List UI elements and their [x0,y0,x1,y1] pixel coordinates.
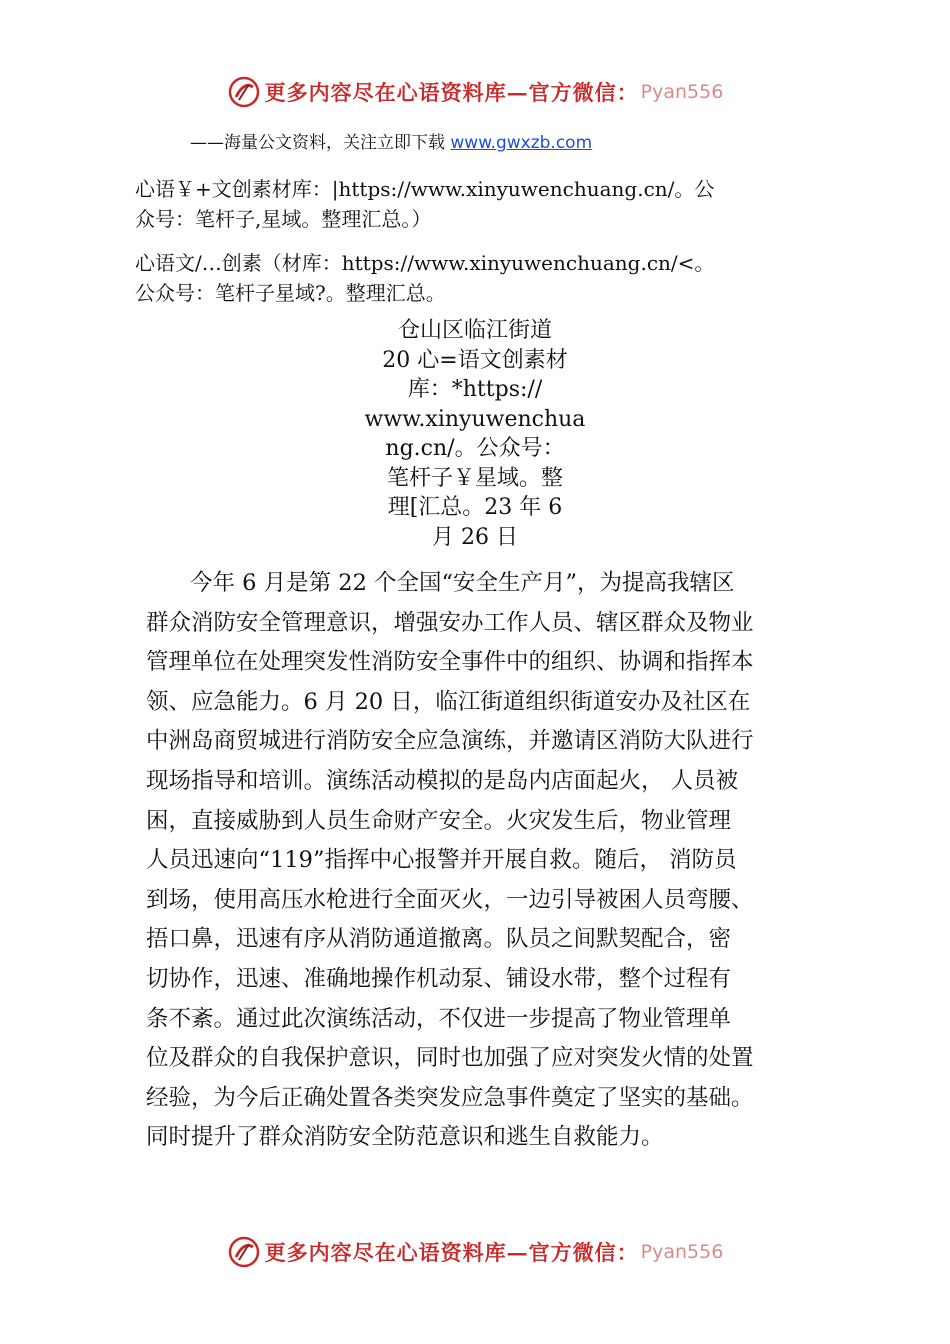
body-line: 领、应急能力。6 月 20 日，临江街道组织街道安办及社区在 [146,688,751,715]
banner-text: 更多内容尽在心语资料库—官方微信： [264,1240,639,1265]
body-line: 切协作，迅速、准确地操作机动泵、铺设水带，整个过程有 [146,965,732,992]
body-line: 同时提升了群众消防安全防范意识和逃生自救能力。 [146,1124,664,1151]
header-block-1 [135,174,835,234]
banner-wechat-id: Pyan556 [640,1241,724,1263]
header-block-2 [135,248,835,308]
body-line: 管理单位在处理突发性消防安全事件中的组织、协调和指挥本 [146,649,754,676]
banner-text: 更多内容尽在心语资料库—官方微信： [264,80,639,105]
body-line: 捂口鼻，迅速有序从消防通道撤离。队员之间默契配合，密 [146,926,732,953]
body-line: 现场指导和培训。演练活动模拟的是岛内店面起火， 人员被 [146,767,739,794]
body-line: 位及群众的自我保护意识，同时也加强了应对突发火情的处置 [146,1045,754,1072]
header-line: 众号：笔杆子,星域。整理汇总。） [135,207,432,231]
header-banner [0,72,950,112]
body-line: 群众消防安全管理意识，增强安办工作人员、辖区群众及物业 [146,609,754,636]
title-line: 理[汇总。23 年 6 [387,495,563,520]
title-line: ng.cn/。公众号： [385,436,565,461]
footer-banner [0,1232,950,1272]
header-line: 公众号：笔杆子星域?。整理汇总。 [135,281,446,305]
logo-icon [227,1235,261,1269]
subtitle-text: ——海量公文资料，关注立即下载 [190,133,451,153]
title-line: 月 26 日 [432,524,518,550]
body-line: 经验，为今后正确处置各类突发应急事件奠定了坚实的基础。 [146,1084,754,1111]
body-line: 困，直接威胁到人员生命财产安全。火灾发生后，物业管理 [146,807,732,834]
body-line: 条不紊。通过此次演练活动，不仅进一步提高了物业管理单 [146,1005,732,1032]
title-line: www.xinyuwenchua [364,406,586,432]
title-line: 仓山区临江街道 [397,318,552,343]
body-line: 中洲岛商贸城进行消防安全应急演练，并邀请区消防大队进行 [146,728,754,755]
body-line: 人员迅速向“119”指挥中心报警并开展自救。随后， 消防员 [146,847,737,874]
header-line: 心语文/…创素（材库：https://www.xinyuwenchuang.cn/<。 [135,251,715,275]
subtitle-line [190,128,592,153]
body-line: 到场，使用高压水枪进行全面灭火，一边引导被困人员弯腰、 [146,886,754,913]
body-paragraph [146,564,836,1158]
download-link[interactable]: www.gwxzb.com [450,133,593,153]
banner-wechat-id: Pyan556 [640,81,724,103]
document-title [350,316,600,552]
title-line: 20 心=语文创素材 [382,347,568,373]
logo-icon [227,75,261,109]
header-line: 心语￥+文创素材库：|https://www.xinyuwenchuang.cn/。公 [135,177,715,201]
body-line: 今年 6 月是第 22 个全国“安全生产月”，为提高我辖区 [190,570,735,596]
title-line: 库：*https:// [407,377,543,402]
title-line: 笔杆子￥星域。整 [386,465,563,491]
